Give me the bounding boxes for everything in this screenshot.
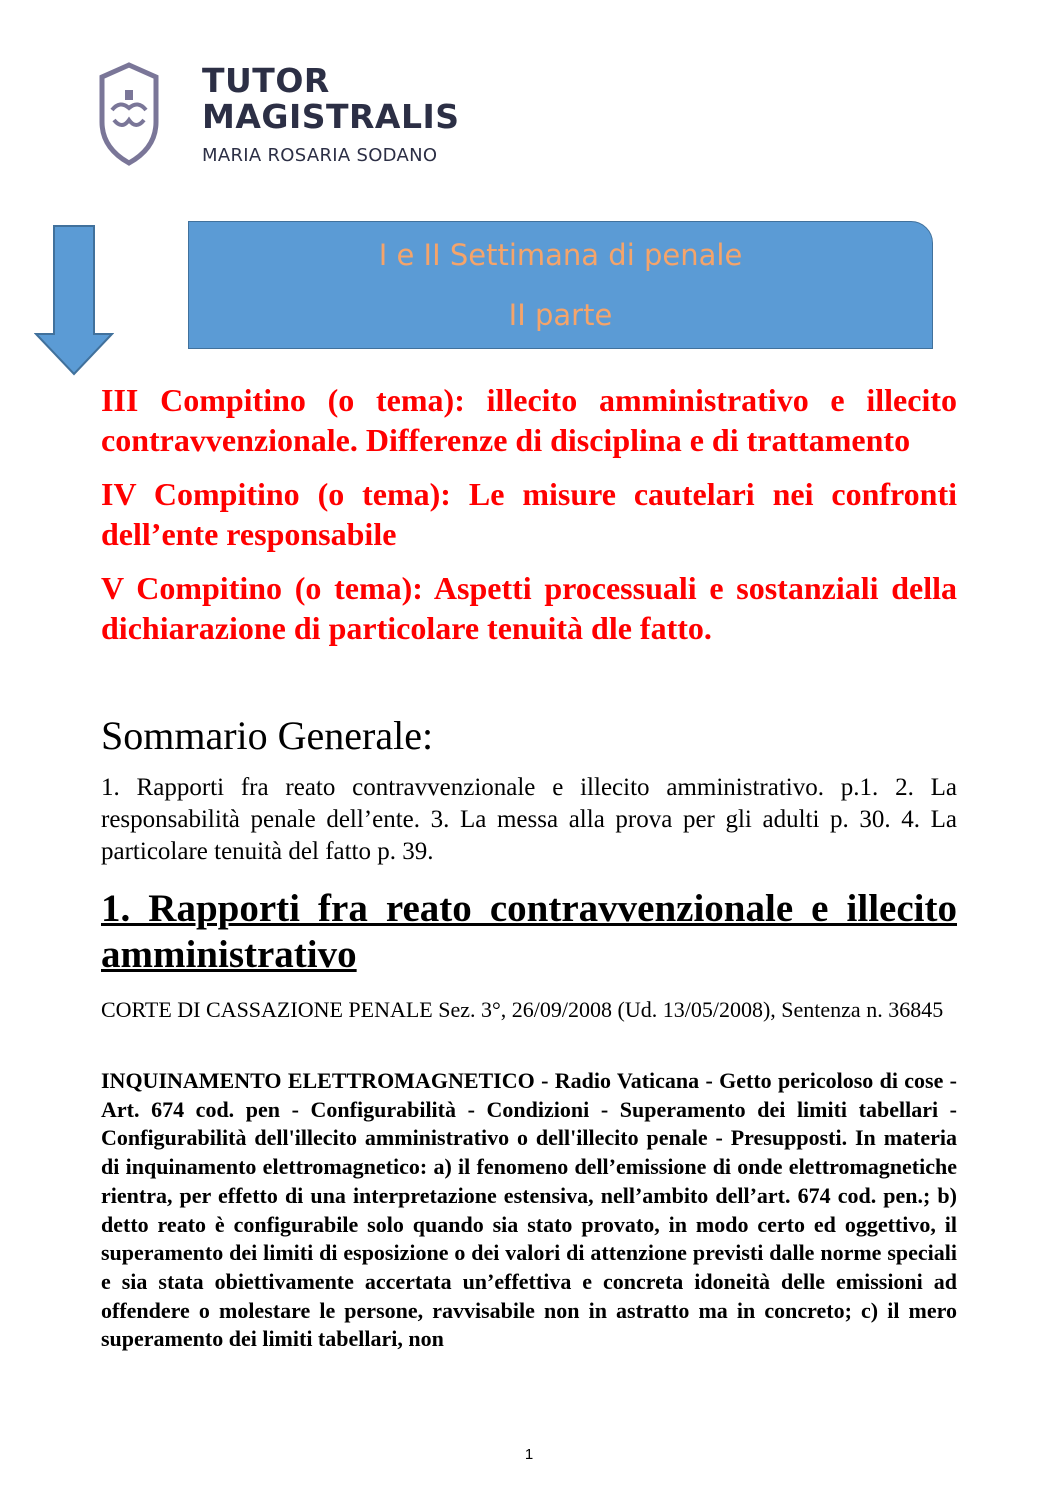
down-arrow-icon — [34, 224, 114, 376]
week-banner — [188, 221, 933, 349]
task-item: V Compitino (o tema): Aspetti processuali e sostanziali della dichiarazione di particolare tenuità dle fatto. — [101, 570, 957, 646]
task-list — [101, 380, 957, 662]
logo-subtitle: MARIA ROSARIA SODANO — [202, 145, 438, 166]
task-item: III Compitino (o tema): illecito amministrativo e illecito contravvenzionale. Differenze di disciplina e di trattamento — [101, 382, 957, 458]
case-citation: CORTE DI CASSAZIONE PENALE Sez. 3°, 26/09/2008 (Ud. 13/05/2008), Sentenza n. 36845 — [101, 997, 944, 1022]
logo-title-line2: MAGISTRALIS — [202, 97, 460, 136]
section-title: 1. Rapporti fra reato contravvenzionale e illecito amministrativo — [101, 887, 957, 976]
banner-title: I e II Settimana di penale — [378, 238, 743, 272]
logo-title-line1: TUTOR — [202, 61, 330, 100]
summary-body: 1. Rapporti fra reato contravvenzionale e illecito amministrativo. p.1. 2. La responsabilità penale dell’ente. 3. La messa alla prova per gli adulti p. 30. 4. La particolare tenuità del fatto p. 39. — [101, 774, 957, 865]
banner-subtitle: II parte — [508, 298, 613, 332]
task-item: IV Compitino (o tema): Le misure cautelari nei confronti dell’ente responsabile — [101, 476, 957, 552]
logo — [98, 62, 498, 172]
shield-logo-icon — [98, 62, 160, 166]
summary-title: Sommario Generale: — [101, 713, 434, 758]
case-summary-text: INQUINAMENTO ELETTROMAGNETICO - Radio Vaticana - Getto pericoloso di cose - Art. 674 cod. pen - Configurabilità - Condizioni - Superamento dei limiti tabellari - Configurabilità dell'illecito amministrativo o dell'illecito penale - Presupposti. In materia di inquinamento elettromagnetico: a) il fenomeno dell’emissione di onde elettromagnetiche rientra, per effetto di una interpretazione estensiva, nell’ambito dell’art. 674 cod. pen.; b) detto reato è configurabile solo quando sia stato provato, in modo certo ed oggettivo, il superamento dei limiti di esposizione o dei valori di attenzione previsti dalle norme speciali e sia stata obiettivamente accertata un’effettiva e concreta idoneità delle emissioni ad offendere o molestare le persone, ravvisabile non in astratto ma in concreto; c) il mero superamento dei limiti tabellari, non — [101, 1068, 957, 1352]
page-number: 1 — [524, 1446, 534, 1463]
